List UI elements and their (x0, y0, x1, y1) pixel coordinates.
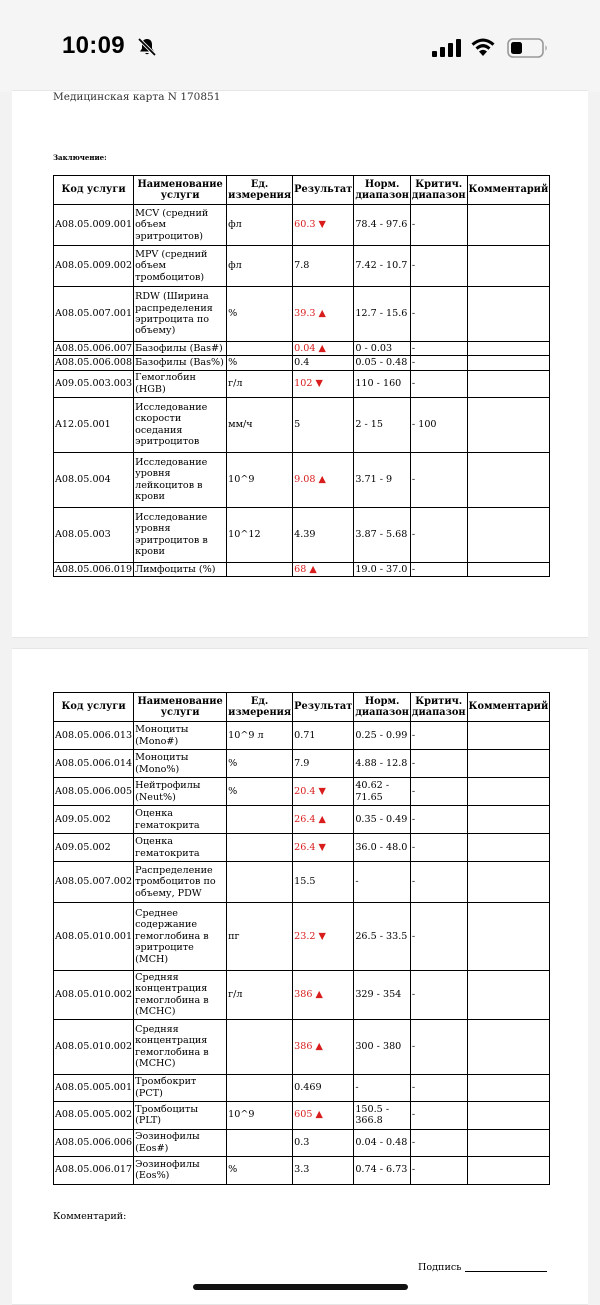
cell-norm: 110 - 160 (354, 370, 411, 397)
cell-unit (227, 1074, 293, 1101)
cell-comment (467, 806, 550, 834)
cell-unit: % (227, 356, 293, 370)
cell-result: 7.9 (293, 750, 354, 778)
col-header-crit: Критич. диапазон (410, 176, 467, 205)
cell-norm: 0.74 - 6.73 (354, 1156, 411, 1184)
cell-crit: - (410, 342, 467, 356)
cell-crit: - (410, 750, 467, 778)
col-header-norm: Норм. диапазон (354, 693, 411, 722)
cell-comment (467, 356, 550, 370)
cell-result: 15.5 (293, 862, 354, 903)
cell-result: 20.4 ▼ (293, 778, 354, 806)
cell-code: A08.05.004 (54, 452, 134, 507)
cell-code: A08.05.007.002 (54, 862, 134, 903)
cell-comment (467, 1101, 550, 1129)
cell-unit (227, 1019, 293, 1074)
cell-norm: 7.42 - 10.7 (354, 246, 411, 287)
home-indicator[interactable] (193, 1284, 408, 1290)
table-row (54, 1129, 550, 1156)
cell-result: 68 ▲ (293, 562, 354, 576)
cell-unit: 10^9 (227, 452, 293, 507)
cell-result: 60.3 ▼ (293, 205, 354, 246)
cell-crit: - (410, 356, 467, 370)
col-header-code: Код услуги (54, 693, 134, 722)
cell-crit: - (410, 834, 467, 862)
conclusion-label: Заключение: (53, 153, 107, 162)
cell-unit: % (227, 750, 293, 778)
table-row (54, 971, 550, 1020)
cell-crit: - (410, 778, 467, 806)
cell-code: A08.05.010.002 (54, 971, 134, 1020)
cell-code: A09.05.003.003 (54, 370, 134, 397)
cell-result: 9.08 ▲ (293, 452, 354, 507)
cell-crit: - (410, 452, 467, 507)
cell-comment (467, 750, 550, 778)
cell-crit: - (410, 806, 467, 834)
col-header-result: Результат (293, 176, 354, 205)
cell-unit (227, 562, 293, 576)
cell-unit: % (227, 1156, 293, 1184)
cell-name: Тромбокрит (PCT) (134, 1074, 227, 1101)
table-row (54, 750, 550, 778)
cell-code: A08.05.009.002 (54, 246, 134, 287)
cell-code: A08.05.006.019 (55, 563, 133, 575)
cell-crit: - (410, 1101, 467, 1129)
cell-name: Распределение тромбоцитов по объему, PDW (134, 862, 227, 903)
cell-comment (467, 205, 550, 246)
cell-comment (467, 1074, 550, 1101)
cell-norm: 3.87 - 5.68 (354, 507, 411, 562)
cell-comment (467, 287, 550, 342)
cell-result: 0.3 (293, 1129, 354, 1156)
results-table-page-1 (53, 175, 550, 577)
cell-name: Среднее содержание гемоглобина в эритроците (MCH) (134, 903, 227, 971)
cell-comment (467, 971, 550, 1020)
cell-crit: - (410, 1156, 467, 1184)
cell-comment (467, 397, 550, 452)
signature-line (465, 1271, 547, 1272)
cell-code: A08.05.005.002 (54, 1101, 134, 1129)
col-header-name: Наименование услуги (134, 176, 227, 205)
cell-result: 23.2 ▼ (293, 903, 354, 971)
cell-norm: 78.4 - 97.6 (354, 205, 411, 246)
cell-code: A08.05.006.007 (55, 343, 133, 354)
cell-norm: 150.5 - 366.8 (354, 1101, 411, 1129)
cell-unit (227, 862, 293, 903)
table-row (54, 342, 550, 356)
cell-norm: 36.0 - 48.0 (354, 834, 411, 862)
col-header-unit: Ед. измерения (227, 176, 293, 205)
cell-result: 0.469 (293, 1074, 354, 1101)
cell-result: 0.04 ▲ (293, 342, 354, 356)
signature-label: Подпись (418, 1262, 462, 1273)
cell-crit: - (410, 507, 467, 562)
cell-norm: - (354, 1074, 411, 1101)
cell-comment (467, 903, 550, 971)
cell-comment (467, 722, 550, 750)
cell-unit: % (227, 778, 293, 806)
cellular-signal-icon (432, 39, 462, 57)
table-row (54, 862, 550, 903)
cell-crit: - (410, 862, 467, 903)
cell-norm: 0 - 0.03 (354, 342, 411, 356)
cell-comment (467, 370, 550, 397)
results-table-page-2 (53, 692, 550, 1185)
signature-field (418, 1262, 547, 1273)
cell-comment (467, 1156, 550, 1184)
cell-comment (467, 862, 550, 903)
col-header-name: Наименование услуги (134, 693, 227, 722)
cell-name: Оценка гематокрита (134, 834, 227, 862)
bell-slash-icon (136, 36, 158, 58)
cell-norm: 19.0 - 37.0 (354, 562, 411, 576)
cell-unit: 10^9 (227, 1101, 293, 1129)
table-row (54, 834, 550, 862)
cell-unit (227, 806, 293, 834)
cell-name: Лимфоциты (%) (134, 562, 227, 576)
cell-code: A08.05.005.001 (54, 1074, 134, 1101)
cell-name: Моноциты (Mono#) (134, 722, 227, 750)
cell-code: A08.05.006.008 (55, 357, 133, 369)
table-row (54, 722, 550, 750)
cell-crit: - (410, 1129, 467, 1156)
cell-name: Средняя концентрация гемоглобина в (MCHC) (134, 1019, 227, 1074)
cell-norm: 0.35 - 0.49 (354, 806, 411, 834)
table-row (54, 1101, 550, 1129)
cell-norm: 12.7 - 15.6 (354, 287, 411, 342)
cell-code: A08.05.006.013 (54, 722, 134, 750)
cell-comment (467, 452, 550, 507)
cell-result: 39.3 ▲ (293, 287, 354, 342)
cell-crit: - (410, 1019, 467, 1074)
status-bar (0, 0, 600, 92)
cell-result: 4.39 (293, 507, 354, 562)
cell-result: 605 ▲ (293, 1101, 354, 1129)
cell-name: Гемоглобин (HGB) (134, 370, 227, 397)
cell-name: MPV (средний объем тромбоцитов) (134, 246, 227, 287)
cell-code: A08.05.006.017 (54, 1156, 134, 1184)
cell-norm: 3.71 - 9 (354, 452, 411, 507)
cell-comment (467, 246, 550, 287)
cell-unit: 10^12 (227, 507, 293, 562)
cell-result: 102 ▼ (293, 370, 354, 397)
cell-name: Базофилы (Bas%) (134, 356, 227, 370)
cell-unit (227, 342, 293, 356)
cell-unit (227, 1129, 293, 1156)
table-row (54, 806, 550, 834)
cell-crit: - (410, 205, 467, 246)
col-header-code: Код услуги (54, 176, 134, 205)
cell-name: MCV (средний объем эритроцитов) (134, 205, 227, 246)
cell-norm: 300 - 380 (354, 1019, 411, 1074)
col-header-norm: Норм. диапазон (354, 176, 411, 205)
cell-unit: % (227, 287, 293, 342)
cell-norm: 0.25 - 0.99 (354, 722, 411, 750)
cell-name: Базофилы (Bas#) (134, 342, 227, 356)
cell-code: A08.05.007.001 (54, 287, 134, 342)
cell-unit: фл (227, 205, 293, 246)
cell-name: Моноциты (Mono%) (134, 750, 227, 778)
table-row (54, 356, 550, 370)
cell-crit: - (410, 903, 467, 971)
cell-norm: 40.62 - 71.65 (354, 778, 411, 806)
cell-result: 3.3 (293, 1156, 354, 1184)
comment-label: Комментарий: (53, 1211, 127, 1222)
cell-name: Эозинофилы (Eos%) (134, 1156, 227, 1184)
cell-code: A08.05.010.001 (54, 903, 134, 971)
table-row (54, 370, 550, 397)
cell-norm: 0.05 - 0.48 (354, 356, 411, 370)
cell-code: A08.05.006.014 (54, 750, 134, 778)
cell-norm: 329 - 354 (354, 971, 411, 1020)
cell-unit (227, 834, 293, 862)
medical-card-number: Медицинская карта N 170851 (53, 91, 221, 103)
cell-name: Тромбоциты (PLT) (134, 1101, 227, 1129)
cell-norm: 0.04 - 0.48 (354, 1129, 411, 1156)
col-header-comment: Комментарий (467, 176, 550, 205)
cell-code: A08.05.003 (54, 507, 134, 562)
cell-unit: фл (227, 246, 293, 287)
wifi-icon (470, 37, 496, 57)
cell-crit: - (410, 246, 467, 287)
table-row (54, 397, 550, 452)
cell-comment (467, 778, 550, 806)
cell-norm: 4.88 - 12.8 (354, 750, 411, 778)
cell-name: Нейтрофилы (Neut%) (134, 778, 227, 806)
cell-result: 5 (293, 397, 354, 452)
cell-comment (467, 1019, 550, 1074)
cell-result: 7.8 (293, 246, 354, 287)
cell-name: RDW (Ширина распределения эритроцита по объему) (134, 287, 227, 342)
table-row (54, 903, 550, 971)
table-row (54, 205, 550, 246)
document-page-2 (12, 648, 588, 1305)
cell-name: Исследование уровня лейкоцитов в крови (134, 452, 227, 507)
col-header-unit: Ед. измерения (227, 693, 293, 722)
table-row (54, 287, 550, 342)
table-row (54, 1019, 550, 1074)
cell-comment (467, 1129, 550, 1156)
clock: 10:09 (62, 32, 125, 59)
cell-code: A09.05.002 (54, 806, 134, 834)
cell-code: A08.05.006.005 (54, 778, 134, 806)
cell-name: Средняя концентрация гемоглобина в (MCHC) (134, 971, 227, 1020)
cell-norm: 2 - 15 (354, 397, 411, 452)
cell-name: Оценка гематокрита (134, 806, 227, 834)
cell-code: A08.05.010.002 (54, 1019, 134, 1074)
cell-code: A12.05.001 (54, 397, 134, 452)
cell-code: A09.05.002 (54, 834, 134, 862)
cell-result: 26.4 ▼ (293, 834, 354, 862)
table-row (54, 1074, 550, 1101)
cell-comment (467, 834, 550, 862)
cell-unit: мм/ч (227, 397, 293, 452)
table-row (54, 1156, 550, 1184)
table-row (54, 452, 550, 507)
cell-norm: 26.5 - 33.5 (354, 903, 411, 971)
cell-name: Исследование уровня эритроцитов в крови (134, 507, 227, 562)
cell-name: Эозинофилы (Eos#) (134, 1129, 227, 1156)
cell-norm: - (354, 862, 411, 903)
cell-crit: - (410, 971, 467, 1020)
cell-code: A08.05.009.001 (54, 205, 134, 246)
cell-unit: г/л (227, 370, 293, 397)
cell-crit: - 100 (410, 397, 467, 452)
col-header-result: Результат (293, 693, 354, 722)
cell-crit: - (410, 562, 467, 576)
cell-result: 0.71 (293, 722, 354, 750)
cell-crit: - (410, 722, 467, 750)
cell-unit: пг (227, 903, 293, 971)
table-row (54, 562, 550, 576)
cell-unit: 10^9 л (227, 722, 293, 750)
table-row (54, 778, 550, 806)
cell-result: 26.4 ▲ (293, 806, 354, 834)
cell-unit: г/л (227, 971, 293, 1020)
document-page-1 (12, 90, 588, 638)
col-header-comment: Комментарий (467, 693, 550, 722)
cell-result: 386 ▲ (293, 1019, 354, 1074)
col-header-crit: Критич. диапазон (410, 693, 467, 722)
cell-crit: - (410, 287, 467, 342)
table-row (54, 507, 550, 562)
cell-result: 0.4 (293, 356, 354, 370)
cell-crit: - (410, 370, 467, 397)
table-row (54, 246, 550, 287)
cell-comment (467, 507, 550, 562)
cell-crit: - (410, 1074, 467, 1101)
battery-icon (507, 38, 549, 58)
cell-comment (467, 562, 550, 576)
cell-code: A08.05.006.006 (54, 1129, 134, 1156)
cell-name: Исследование скорости оседания эритроцитов (134, 397, 227, 452)
cell-comment (467, 342, 550, 356)
cell-result: 386 ▲ (293, 971, 354, 1020)
